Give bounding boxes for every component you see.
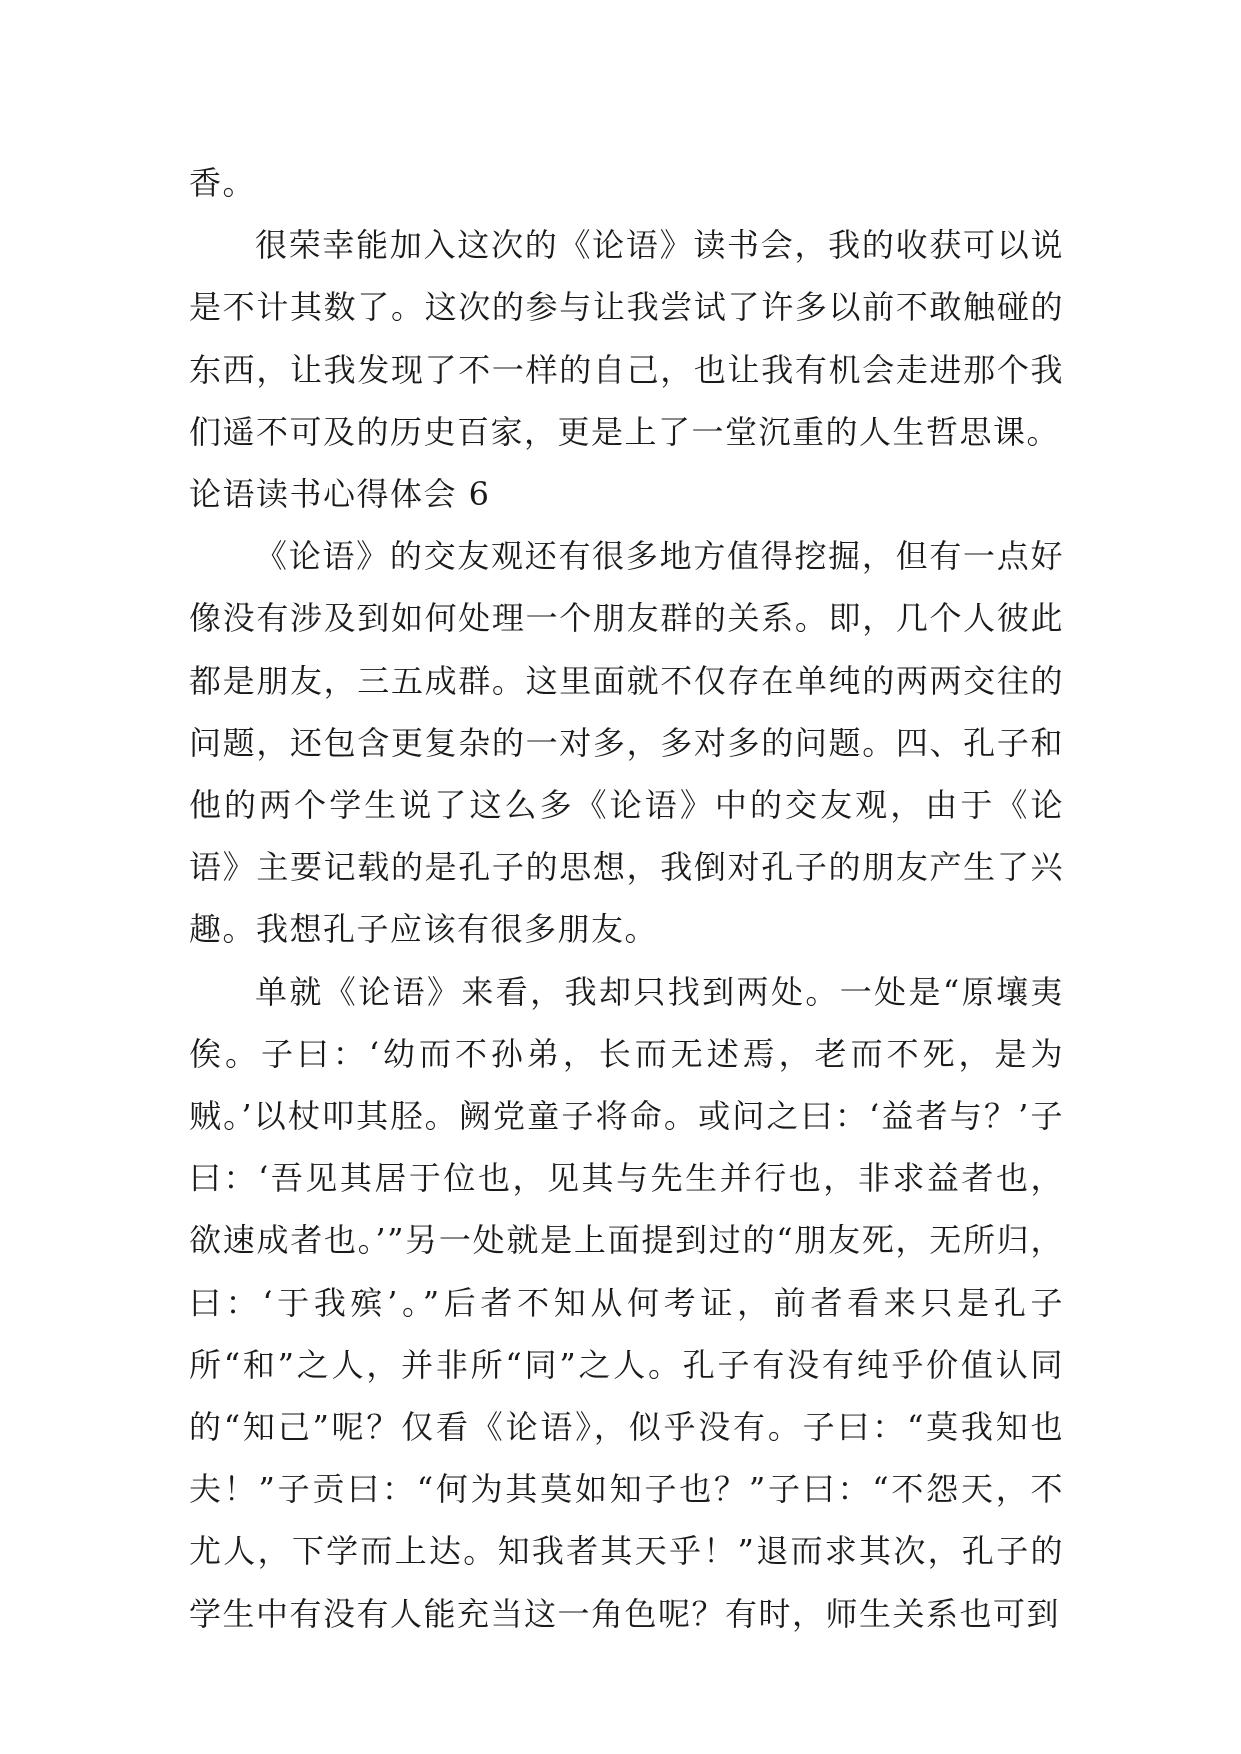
paragraph-friendship-view: 《论语》的交友观还有很多地方值得挖掘，但有一点好像没有涉及到如何处理一个朋友群的关系。即，几个人彼此都是朋友，三五成群。这里面就不仅存在单纯的两两交往的问题，还包含更复杂的一对多，多对多的问题。四、孔子和他的两个学生说了这么多《论语》中的交友观，由于《论语》主要记载的是孔子的思想，我倒对孔子的朋友产生了兴趣。我想孔子应该有很多朋友。 <box>189 537 1064 949</box>
section-title: 论语读书心得体会 6 <box>189 475 491 514</box>
document-body <box>189 152 1064 1645</box>
paragraph-confucius-friends: 单就《论语》来看，我却只找到两处。一处是“原壤夷俟。子曰：‘幼而不孙弟，长而无述焉，老而不死，是为贼。’以杖叩其胫。阙党童子将命。或问之曰：‘益者与？’子曰：‘吾见其居于位也，见其与先生并行也，非求益者也，欲速成者也。’”另一处就是上面提到过的“朋友死，无所归，曰：‘于我殡’。”后者不知从何考证，前者看来只是孔子所“和”之人，并非所“同”之人。孔子有没有纯乎价值认同的“知己”呢？仅看《论语》，似乎没有。子曰：“莫我知也夫！”子贡曰：“何为其莫如知子也？”子曰：“不怨天，不尤人，下学而上达。知我者其天乎！”退而求其次，孔子的学生中有没有人能充当这一角色呢？有时，师生关系也可到 <box>189 972 1064 1633</box>
paragraph-reading-club: 很荣幸能加入这次的《论语》读书会，我的收获可以说是不计其数了。这次的参与让我尝试了许多以前不敢触碰的东西，让我发现了不一样的自己，也让我有机会走进那个我们遥不可及的历史百家，更是上了一堂沉重的人生哲思课。 <box>189 226 1064 451</box>
continued-paragraph: 香。 <box>189 164 257 202</box>
